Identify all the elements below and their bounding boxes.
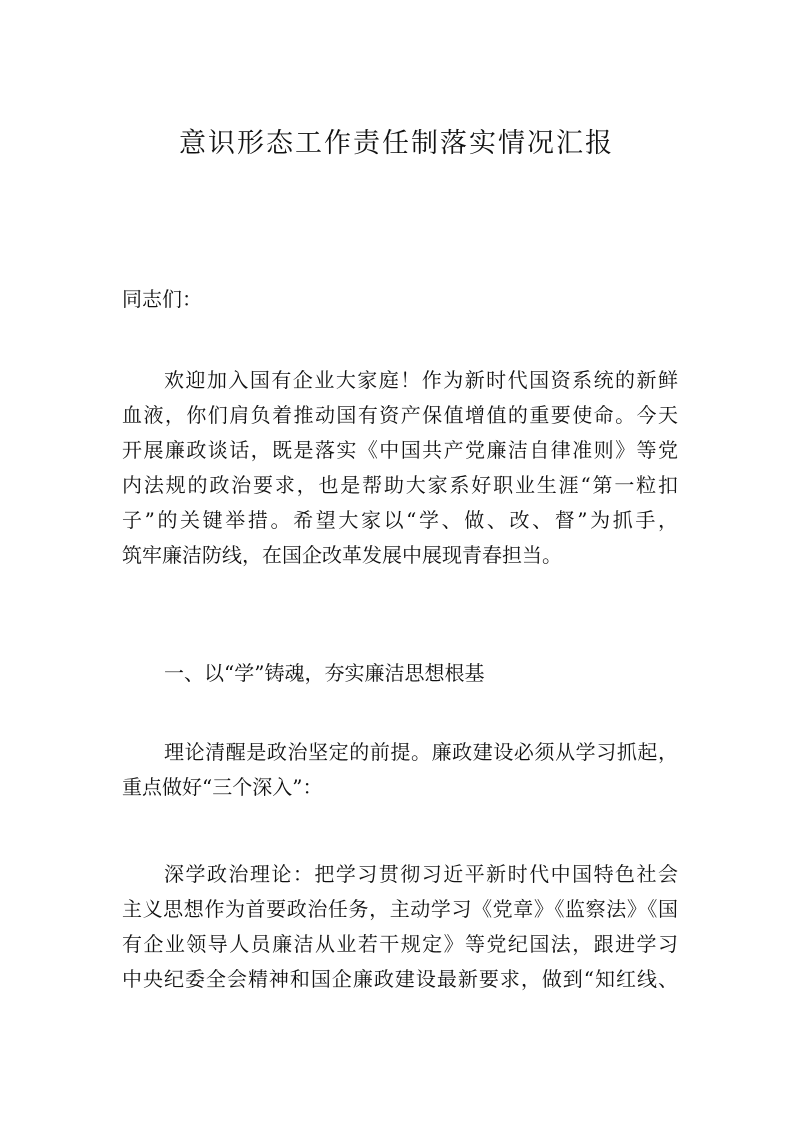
- section-heading-text: 一、以“学”铸魂，夯实廉洁思想根基: [164, 661, 485, 685]
- paragraph-study: [122, 857, 678, 997]
- paragraph-line: 子”的关键举措。希望大家以“学、做、改、督”为抓手，: [122, 508, 678, 532]
- document-title: 意识形态工作责任制落实情况汇报: [179, 128, 614, 159]
- section-heading: [122, 656, 678, 691]
- paragraph-line: 内法规的政治要求，也是帮助大家系好职业生涯“第一粒扣: [122, 473, 678, 497]
- paragraph-line: 欢迎加入国有企业大家庭！作为新时代国资系统的新鲜: [164, 368, 678, 392]
- paragraph-line: 血液，你们肩负着推动国有资产保值增值的重要使命。今天: [122, 403, 678, 427]
- paragraph-theory: [122, 735, 678, 805]
- paragraph-line: 中央纪委全会精神和国企廉政建设最新要求，做到“知红线、: [122, 967, 678, 991]
- paragraph-line: 筑牢廉洁防线，在国企改革发展中展现青春担当。: [122, 543, 562, 567]
- paragraph-line: 主义思想作为首要政治任务，主动学习《党章》《监察法》《国: [122, 897, 678, 921]
- paragraph-line: 深学政治理论：把学习贯彻习近平新时代中国特色社会: [164, 862, 678, 886]
- paragraph-intro: [122, 363, 678, 573]
- paragraph-line: 开展廉政谈话，既是落实《中国共产党廉洁自律准则》等党: [122, 438, 678, 462]
- paragraph-line: 有企业领导人员廉洁从业若干规定》等党纪国法，跟进学习: [122, 932, 678, 956]
- paragraph-line: 重点做好“三个深入”：: [122, 775, 323, 799]
- paragraph-line: 理论清醒是政治坚定的前提。廉政建设必须从学习抓起，: [164, 740, 678, 764]
- salutation: 同志们：: [122, 287, 202, 311]
